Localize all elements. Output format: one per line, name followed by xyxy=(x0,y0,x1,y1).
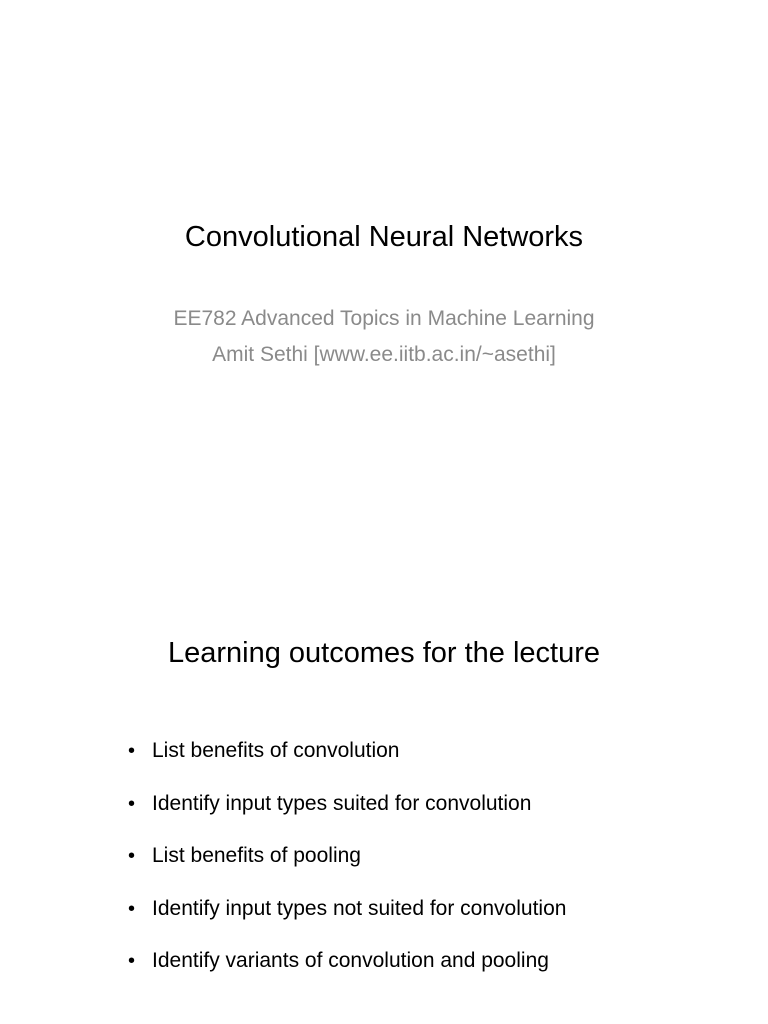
bullet-icon: • xyxy=(128,950,136,973)
slide-2-title: Learning outcomes for the lecture xyxy=(167,637,601,669)
list-item-text: List benefits of pooling xyxy=(152,844,361,868)
list-item xyxy=(128,778,748,831)
list-item-text: List benefits of convolution xyxy=(152,739,400,763)
list-item-text: Identify input types not suited for convolution xyxy=(152,896,567,920)
bullet-icon: • xyxy=(128,740,136,763)
author-line: Amit Sethi [www.ee.iitb.ac.in/~asethi] xyxy=(212,343,556,366)
list-item xyxy=(128,725,748,778)
list-item xyxy=(128,830,748,883)
slide-learning-outcomes xyxy=(0,512,768,1024)
bullet-icon: • xyxy=(128,792,136,815)
slide-1-title: Convolutional Neural Networks xyxy=(184,221,584,253)
bullet-icon: • xyxy=(128,897,136,920)
list-item xyxy=(128,883,748,936)
outcomes-list xyxy=(128,725,748,988)
list-item-text: Identify variants of convolution and pooling xyxy=(152,949,549,973)
list-item-text: Identify input types suited for convolution xyxy=(152,791,532,815)
list-item xyxy=(128,935,748,988)
bullet-icon: • xyxy=(128,845,136,868)
course-name: EE782 Advanced Topics in Machine Learning xyxy=(173,307,595,330)
